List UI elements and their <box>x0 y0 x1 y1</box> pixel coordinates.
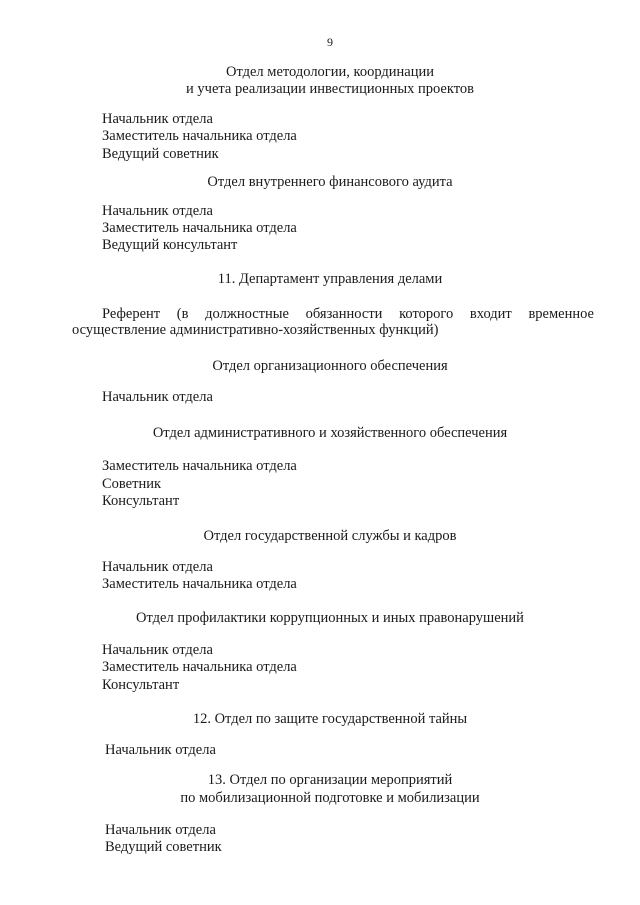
position-item: Начальник отдела <box>102 111 213 127</box>
position-item: Начальник отдела <box>102 642 213 658</box>
section-heading-mobilization-line1: 13. Отдел по организации мероприятий <box>207 772 453 788</box>
position-item: Начальник отдела <box>105 822 216 838</box>
page-number: 9 <box>327 35 333 49</box>
position-item: Начальник отдела <box>102 559 213 575</box>
section-heading-methodology-line1: Отдел методологии, координации <box>226 64 434 80</box>
position-item: Заместитель начальника отдела <box>102 576 297 592</box>
position-item: Заместитель начальника отдела <box>102 220 297 236</box>
section-heading-internal-audit: Отдел внутреннего финансового аудита <box>207 174 453 190</box>
section-heading-civil-service: Отдел государственной службы и кадров <box>203 528 457 544</box>
position-item: Ведущий советник <box>102 146 219 162</box>
position-item: Заместитель начальника отдела <box>102 659 297 675</box>
position-item: Начальник отдела <box>105 742 216 758</box>
position-item: Начальник отдела <box>102 389 213 405</box>
section-heading-mobilization-line2: по мобилизационной подготовке и мобилизации <box>180 790 480 806</box>
section-heading-organizational-support: Отдел организационного обеспечения <box>212 358 448 374</box>
section-heading-administrative-support: Отдел административного и хозяйственного обеспечения <box>152 425 508 441</box>
position-item: Начальник отдела <box>102 203 213 219</box>
position-item: Заместитель начальника отдела <box>102 128 297 144</box>
referent-paragraph-line2: осуществление административно-хозяйственных функций) <box>72 322 439 338</box>
section-heading-state-secret: 12. Отдел по защите государственной тайны <box>192 711 468 727</box>
position-item: Заместитель начальника отдела <box>102 458 297 474</box>
position-item: Ведущий советник <box>105 839 222 855</box>
referent-paragraph-line1: Референт (в должностные обязанности которого входит временное <box>102 306 594 322</box>
position-item: Ведущий консультант <box>102 237 238 253</box>
position-item: Консультант <box>102 493 180 509</box>
section-heading-methodology-line2: и учета реализации инвестиционных проектов <box>186 81 474 97</box>
position-item: Советник <box>102 476 162 492</box>
section-heading-department-affairs: 11. Департамент управления делами <box>217 271 443 287</box>
position-item: Консультант <box>102 677 180 693</box>
section-heading-anticorruption: Отдел профилактики коррупционных и иных правонарушений <box>136 610 524 626</box>
